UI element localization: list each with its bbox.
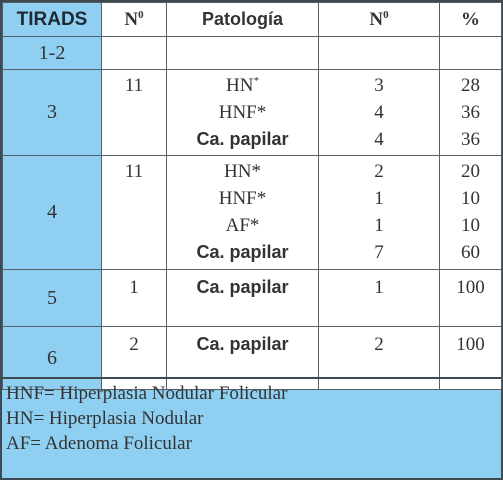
pathology-count-text: 3 [374,75,384,96]
pathology-item-text: Ca. papilar [196,334,289,354]
pathology-item [167,239,318,266]
pathology-item-text: Ca. papilar [196,242,289,262]
case-count-cell: 11 [102,156,167,270]
table-row [3,156,502,270]
pathology-cell [167,70,319,156]
header-percent: % [440,3,502,37]
pathology-item [167,212,318,239]
percent-value [440,212,501,239]
percent-value [440,185,501,212]
table-row [3,70,502,156]
pathology-count-text: 1 [374,215,384,236]
pathology-count [319,274,439,301]
pathology-count-text: 2 [374,161,384,182]
table-header-row [3,3,502,37]
percent-cell [440,37,502,70]
pathology-count-cell [319,70,440,156]
percent-value [440,72,501,99]
percent-cell [440,156,502,270]
pathology-count-text: 1 [374,188,384,209]
pathology-cell [167,37,319,70]
percent-cell [440,270,502,327]
percent-value-text: 100 [456,277,485,298]
pathology-cell [167,156,319,270]
legend-line: AF= Adenoma Folicular [6,433,192,454]
percent-value [440,99,501,126]
pathology-count [319,239,439,266]
header-n-pathology [319,3,440,37]
pathology-count-text: 1 [374,277,384,298]
percent-value-text: 100 [456,334,485,355]
pathology-item [167,99,318,126]
pathology-cell [167,270,319,327]
table-row [3,270,502,327]
pathology-count-text: 2 [374,334,384,355]
pathology-count [319,212,439,239]
pathology-item [167,274,318,301]
pathology-item [167,126,318,153]
percent-cell [440,70,502,156]
pathology-item [167,158,318,185]
header-n-pathology-sup: 0 [383,9,389,21]
pathology-count [319,99,439,126]
tirads-pathology-table [2,2,502,390]
tirads-category-cell: 4 [3,156,102,270]
percent-value-text: 10 [461,215,480,236]
pathology-count-cell [319,270,440,327]
header-tirads: TIRADS [3,3,102,37]
header-n-cases [102,3,167,37]
percent-value-text: 10 [461,188,480,209]
legend-line: HN= Hiperplasia Nodular [6,408,204,429]
percent-value-text: 36 [461,102,480,123]
pathology-count [319,72,439,99]
case-count-cell [102,37,167,70]
pathology-count [319,331,439,358]
pathology-item-text: HNF* [218,188,267,209]
percent-value-text: 60 [461,242,480,263]
header-n-pathology-label: N [369,9,384,30]
pathology-count-text: 4 [374,129,384,150]
percent-value [440,126,501,153]
header-n-cases-sup: 0 [138,9,144,21]
pathology-count-cell [319,37,440,70]
pathology-footnote-mark: * [253,75,259,87]
pathology-item-text: AF* [225,215,260,236]
header-pathology: Patología [167,3,319,37]
tirads-category-cell: 1-2 [3,37,102,70]
percent-value [440,239,501,266]
percent-value-text: 36 [461,129,480,150]
pathology-item [167,331,318,358]
pathology-item-text: Ca. papilar [196,129,289,149]
pathology-count [319,185,439,212]
pathology-count-text: 7 [374,242,384,263]
table-row [3,37,502,70]
case-count-cell: 2 [102,327,167,390]
pathology-count [319,126,439,153]
pathology-item [167,72,318,99]
pathology-item-text: HN* [224,161,261,182]
tirads-category-cell: 6 [3,327,102,390]
pathology-item [167,185,318,212]
case-count-cell: 1 [102,270,167,327]
pathology-count-text: 4 [374,102,384,123]
case-count-cell: 11 [102,70,167,156]
percent-value [440,274,501,301]
pathology-count-cell [319,156,440,270]
pathology-item-text: HN [226,75,254,96]
tirads-category-cell: 5 [3,270,102,327]
pathology-item-text: HNF* [218,102,267,123]
percent-value-text: 20 [461,161,480,182]
percent-value [440,331,501,358]
pathology-count [319,158,439,185]
header-n-cases-label: N [124,9,139,30]
pathology-item-text: Ca. papilar [196,277,289,297]
percent-value [440,158,501,185]
percent-value-text: 28 [461,75,480,96]
legend-line: HNF= Hiperplasia Nodular Folicular [6,383,288,404]
tirads-category-cell: 3 [3,70,102,156]
abbreviation-legend [2,377,501,456]
table-body [3,37,502,390]
